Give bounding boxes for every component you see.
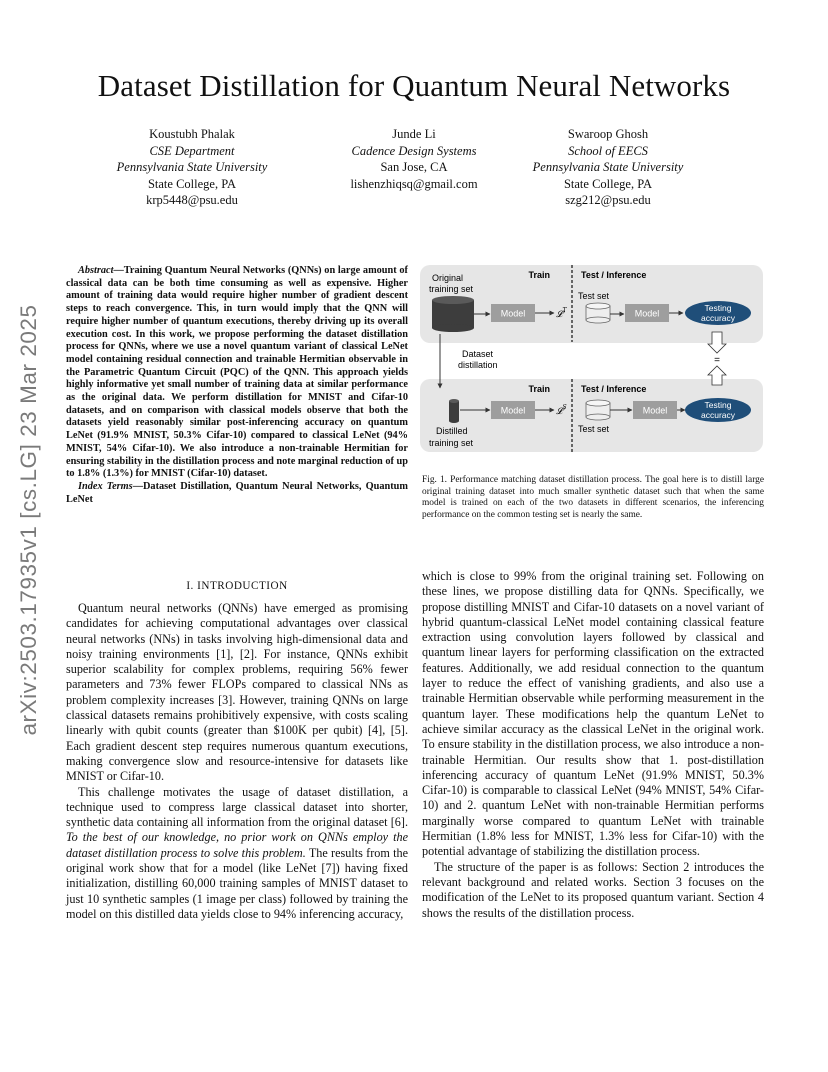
test-set-cylinder-icon-bottom	[586, 400, 610, 420]
index-terms-label: Index Terms	[78, 480, 133, 492]
author-name: Koustubh Phalak	[149, 127, 235, 141]
author-dept: School of EECS	[568, 143, 648, 158]
intro-paragraph-1: Quantum neural networks (QNNs) have emerged as promising candidates for achieving computational advantages over classical neural networks (NNs) in tasks involving high-dimensional data and noisy training environments [1], [2]. For instance, QNNs exhibit superior scalability for complex problems, requiring 56% fewer parameters and 73% fewer FLOPs compared to classical NNs as problem complexity increases [3]. However, training QNNs on large classical datasets remains prohibitively expensive, with costs scaling linearly with qubit counts (greater than $100K per qubit) [4], [5]. Each gradient descent step requires numerous quantum executions, making convergence slow and resource-intensive for datasets like MNIST or Cifar-10.	[66, 601, 408, 784]
abstract-label: Abstract	[78, 265, 114, 276]
intro-right-column	[422, 569, 764, 921]
equals-sign: =	[714, 355, 720, 366]
author-2	[309, 126, 519, 192]
dataset-distillation-label-2: distillation	[458, 360, 498, 370]
arxiv-stamp-text: arXiv:2503.17935v1 [cs.LG] 23 Mar 2025	[16, 304, 41, 736]
loss-s-label: 𝓛$^S$	[556, 404, 567, 417]
testing-accuracy-bottom-l2: accuracy	[700, 410, 736, 420]
author-dept: CSE Department	[149, 143, 235, 158]
intro-paragraph-2	[66, 785, 408, 923]
loss-t-label: 𝓛$^T$	[556, 307, 567, 320]
test-set-cylinder-icon-top	[586, 303, 610, 323]
author-dept: Cadence Design Systems	[351, 143, 477, 158]
author-name: Junde Li	[392, 127, 436, 141]
distilled-dataset-cylinder-icon	[449, 399, 459, 423]
author-name: Swaroop Ghosh	[567, 127, 649, 141]
paper-title: Dataset Distillation for Quantum Neural Networks	[97, 68, 731, 103]
test-inference-label-top: Test / Inference	[581, 270, 647, 280]
figure-caption: Fig. 1. Performance matching dataset distillation process. The goal here is to distill large original training dataset into much smaller synthetic dataset such that when the same model is trained on each of the two datasets in different scenarios, the inferencing performance on the common testing set is nearly the same.	[422, 475, 764, 521]
test-inference-label-bottom: Test / Inference	[581, 384, 647, 394]
train-label-top: Train	[528, 270, 550, 280]
intro-p2-emphasis: To the best of our knowledge, no prior work on QNNs employ the dataset distillation process to solve this problem.	[66, 830, 408, 860]
test-set-label-bottom: Test set	[578, 424, 610, 434]
testing-accuracy-top-l1: Testing	[704, 303, 732, 313]
abstract	[66, 265, 408, 506]
model-label-bottom-test: Model	[642, 405, 668, 416]
original-dataset-cylinder-icon	[432, 296, 474, 332]
testing-accuracy-top-l2: accuracy	[700, 313, 736, 323]
right-paragraph-1: which is close to 99% from the original training set. Following on these lines, we propose distilling data for QNNs. Specifically, we propose distilling MNIST and Cifar-10 datasets on a novel variant of hybrid quantum-classical LeNet model containing classical feature extraction using convolution layers followed by classical and quantum linear layers for performing classification on the extracted features. Additionally, we add residual connection to the quantum layer to reduce the effect of vanishing gradients, and also use a trainable Hermitian observable while performing measurement in the quantum layer. These modifications help the quantum LeNet to achieve similar accuracy as the classical LeNet in the original work. To ensure stability in the distillation process, we also introduce a non-trainable Hermitian. Our results show that 1. post-distillation inferencing accuracy of quantum LeNet (91.9% MNIST, 50.3% Cifar-10) is comparable to classical LeNet (94% MNIST, 54% Cifar-10) and 2. quantum LeNet with non-trainable Hermitian performs marginally worse compared to quantum LeNet with trainable Hermitian (1.8% less for MNIST, 1.3% less for Cifar-10) with the potential advantage of stabilizing the distillation process.	[422, 569, 764, 859]
original-label-2: training set	[429, 284, 474, 294]
dataset-distillation-label-1: Dataset	[462, 349, 494, 359]
abstract-text: —Training Quantum Neural Networks (QNNs) on large amount of classical data can be both time consuming as well as expensive. Higher amount of training data would require higher number of gradient descent steps to reach convergence. This, in turn would imply that the QNN will require higher number of quantum executions, thereby driving up its overall execution cost. In this work, we propose performing the dataset distillation process for QNNs, where we use a novel quantum variant of classical LeNet model containing residual connection and trainable Hermitian observable in the Parametric Quantum Circuit (PQC) of the QNN. This approach yields highly informative yet small number of training data at similar performance as the original data. We perform distillation for MNIST and Cifar-10 datasets, and on comparison with classical models observe that both the datasets yield reasonably similar post-inferencing accuracy on quantum LeNet (91.9% MNIST, 50.3% Cifar-10) compared to classical LeNet (94% MNIST, 54% Cifar-10). We also introduce a non-trainable Hermitian for ensuring stability in the distillation process and note marginal reduction of up to 1.8% (1.3%) for MNIST (Cifar-10) dataset.	[66, 265, 408, 480]
author-org: Pennsylvania State University	[532, 160, 684, 175]
author-org: Pennsylvania State University	[116, 160, 268, 175]
section-heading: I. INTRODUCTION	[186, 580, 288, 592]
test-set-label-top: Test set	[578, 291, 610, 301]
distilled-label-1: Distilled	[436, 426, 468, 436]
model-label-bottom-train: Model	[500, 405, 526, 416]
right-paragraph-2: The structure of the paper is as follows: Section 2 introduces the relevant background and related works. Section 3 focuses on the modification of the LeNet to its proposed quantum variant. Section 4 shows the results of the distillation process.	[422, 859, 764, 920]
intro-p2-start: This challenge motivates the usage of dataset distillation, a technique used to compress large classical dataset into shorter, synthetic data containing all information from the original dataset [6].	[66, 784, 408, 830]
author-org: San Jose, CA	[380, 160, 448, 175]
intro-p2-end: The results from the original work show that for a model (like LeNet [7]) having fixed initialization, distilling 60,000 training samples of MNIST dataset to just 10 synthetic samples (1 image per class) followed by training the model on this distilled data yields close to 94% inferencing accuracy,	[66, 845, 408, 921]
author-email: krp5448@psu.edu	[146, 193, 238, 208]
arxiv-stamp	[14, 285, 44, 755]
index-terms: —Dataset Distillation, Quantum Neural Networks, Quantum LeNet	[66, 480, 408, 505]
model-label-top-test: Model	[634, 308, 660, 319]
original-label-1: Original	[432, 273, 464, 283]
intro-left-column	[66, 601, 408, 922]
author-email: lishenzhiqsq@gmail.com	[350, 176, 478, 191]
author-3	[503, 126, 713, 209]
figure-1	[420, 262, 764, 454]
author-location: State College, PA	[563, 176, 653, 191]
model-label-top-train: Model	[500, 308, 526, 319]
train-label-bottom: Train	[528, 384, 550, 394]
author-email: szg212@psu.edu	[565, 193, 651, 208]
testing-accuracy-bottom-l1: Testing	[704, 400, 732, 410]
author-1	[87, 126, 297, 209]
author-location: State College, PA	[147, 176, 237, 191]
distilled-label-2: training set	[429, 438, 474, 448]
